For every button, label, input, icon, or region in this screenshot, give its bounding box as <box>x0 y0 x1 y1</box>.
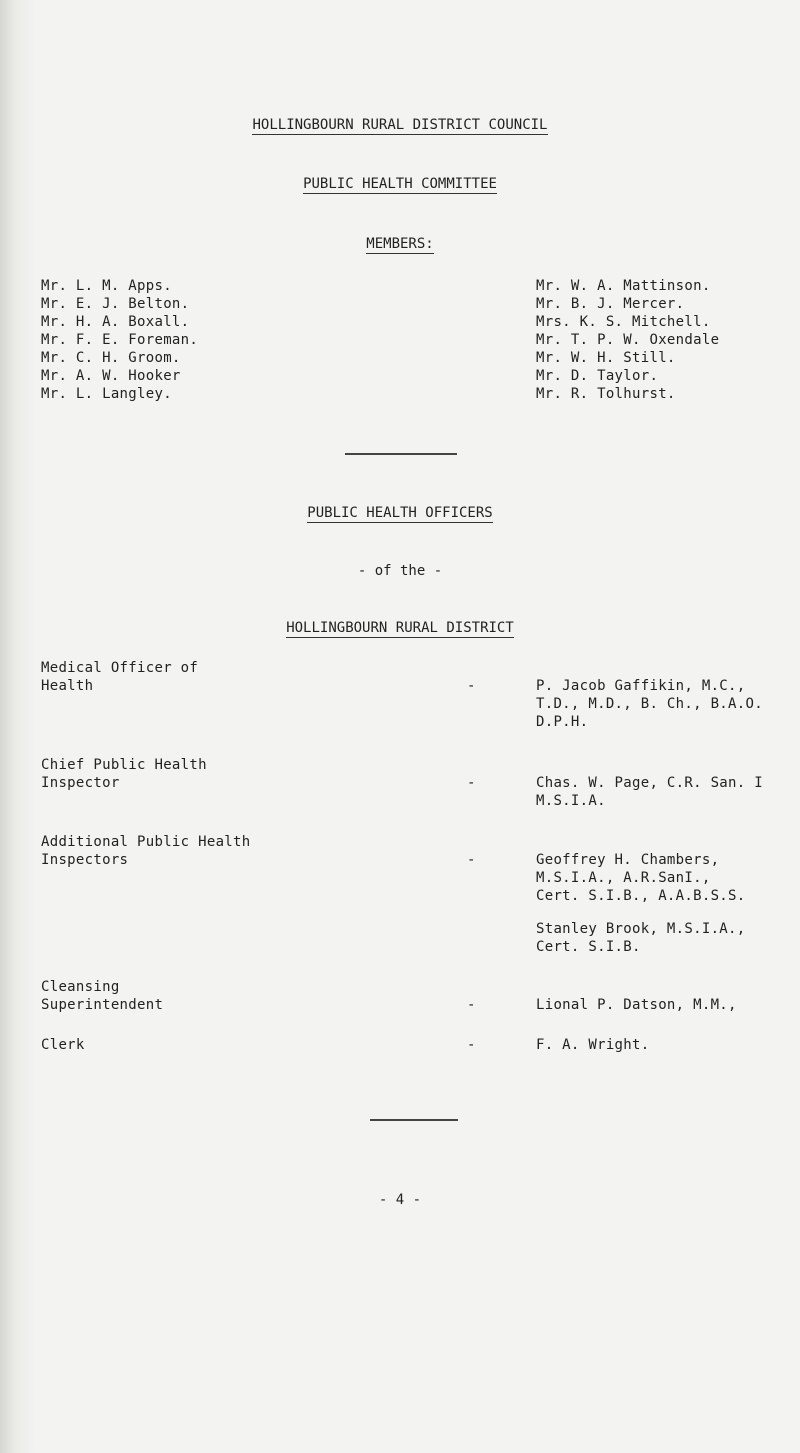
officer-role: Cleansing <box>41 979 120 995</box>
member-left: Mr. H. A. Boxall. <box>41 314 190 330</box>
officer-name: M.S.I.A. <box>536 793 606 809</box>
council-title: HOLLINGBOURN RURAL DISTRICT COUNCIL <box>252 117 548 133</box>
member-right: Mr. T. P. W. Oxendale <box>536 332 720 348</box>
district-heading: HOLLINGBOURN RURAL DISTRICT <box>286 620 514 636</box>
officer-name: Stanley Brook, M.S.I.A., <box>536 921 746 937</box>
members-heading: MEMBERS: <box>366 236 434 252</box>
officer-role: Inspector <box>41 775 120 791</box>
officer-role: Additional Public Health <box>41 834 251 850</box>
member-left: Mr. E. J. Belton. <box>41 296 190 312</box>
role-dash: - <box>467 997 476 1013</box>
member-right: Mr. W. H. Still. <box>536 350 676 366</box>
officer-name: T.D., M.D., B. Ch., B.A.O. <box>536 696 763 712</box>
section-divider <box>345 453 457 455</box>
role-dash: - <box>467 852 476 868</box>
officer-name: F. A. Wright. <box>536 1037 650 1053</box>
member-left: Mr. C. H. Groom. <box>41 350 181 366</box>
member-right: Mr. D. Taylor. <box>536 368 659 384</box>
officer-role: Health <box>41 678 94 694</box>
member-left: Mr. A. W. Hooker <box>41 368 181 384</box>
officer-name: Lional P. Datson, M.M., <box>536 997 737 1013</box>
officer-name: M.S.I.A., A.R.SanI., <box>536 870 711 886</box>
officer-name: Cert. S.I.B., A.A.B.S.S. <box>536 888 746 904</box>
member-right: Mrs. K. S. Mitchell. <box>536 314 711 330</box>
committee-title: PUBLIC HEALTH COMMITTEE <box>303 176 497 192</box>
officer-name: D.P.H. <box>536 714 589 730</box>
officers-heading: PUBLIC HEALTH OFFICERS <box>307 505 493 521</box>
role-dash: - <box>467 678 476 694</box>
member-left: Mr. F. E. Foreman. <box>41 332 199 348</box>
member-right: Mr. R. Tolhurst. <box>536 386 676 402</box>
member-right: Mr. W. A. Mattinson. <box>536 278 711 294</box>
officer-role: Medical Officer of <box>41 660 199 676</box>
member-right: Mr. B. J. Mercer. <box>536 296 685 312</box>
officer-name: Chas. W. Page, C.R. San. I <box>536 775 763 791</box>
officer-role: Superintendent <box>41 997 164 1013</box>
page-edge-shadow <box>0 0 36 1453</box>
member-left: Mr. L. Langley. <box>41 386 172 402</box>
section-divider <box>370 1119 458 1121</box>
officer-name: P. Jacob Gaffikin, M.C., <box>536 678 746 694</box>
officer-role: Clerk <box>41 1037 85 1053</box>
of-the-line: - of the - <box>357 563 443 579</box>
role-dash: - <box>467 1037 476 1053</box>
officer-name: Cert. S.I.B. <box>536 939 641 955</box>
role-dash: - <box>467 775 476 791</box>
officer-name: Geoffrey H. Chambers, <box>536 852 720 868</box>
officer-role: Inspectors <box>41 852 129 868</box>
member-left: Mr. L. M. Apps. <box>41 278 172 294</box>
page-number: - 4 - <box>378 1192 422 1208</box>
officer-role: Chief Public Health <box>41 757 207 773</box>
